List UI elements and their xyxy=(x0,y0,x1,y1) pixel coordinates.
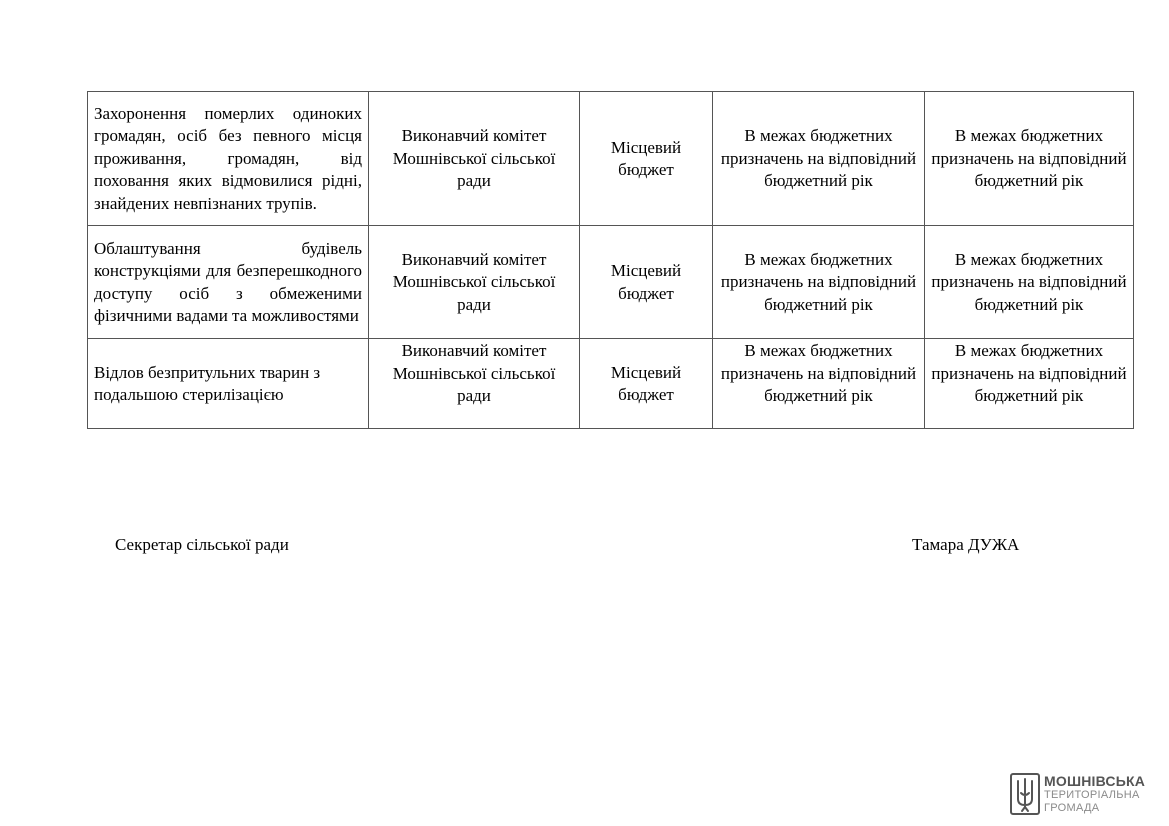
measure-description: Захоронення померлих одиноких громадян, осіб без певного місця проживання, громадян, від поховання яких відмовилися рідні, знайдених невпізнаних трупів. xyxy=(88,92,369,226)
executor-cell: Виконавчий комітет Мошнівської сільської ради xyxy=(369,226,580,339)
funding-source-cell: Місцевий бюджет xyxy=(580,92,713,226)
funding-source-cell: Місцевий бюджет xyxy=(580,226,713,339)
measure-description: Відлов безпритульних тварин з подальшою стерилізацією xyxy=(88,339,369,429)
funding-amount-cell: В межах бюджетних призначень на відповідний бюджетний рік xyxy=(925,339,1134,429)
funding-amount-cell: В межах бюджетних призначень на відповідний бюджетний рік xyxy=(713,339,925,429)
signature-title: Секретар сільської ради xyxy=(115,535,289,554)
table-row xyxy=(88,92,1134,226)
measures-table xyxy=(87,91,1134,429)
logo-title: МОШНІВСЬКА xyxy=(1044,773,1146,789)
measure-description: Облаштування будівель конструкціями для безперешкодного доступу осіб з обмеженими фізичними вадами та можливостями xyxy=(88,226,369,339)
signature-name: Тамара ДУЖА xyxy=(912,535,1020,554)
community-logo xyxy=(1008,773,1153,817)
funding-amount-cell: В межах бюджетних призначень на відповідний бюджетний рік xyxy=(925,92,1134,226)
funding-amount-cell: В межах бюджетних призначень на відповідний бюджетний рік xyxy=(713,226,925,339)
logo-subtitle: ТЕРИТОРІАЛЬНА xyxy=(1044,789,1140,801)
executor-cell: Виконавчий комітет Мошнівської сільської ради xyxy=(369,339,580,429)
table-row xyxy=(88,226,1134,339)
table-row xyxy=(88,339,1134,429)
executor-cell: Виконавчий комітет Мошнівської сільської ради xyxy=(369,92,580,226)
logo-subtitle: ГРОМАДА xyxy=(1044,802,1100,814)
funding-amount-cell: В межах бюджетних призначень на відповідний бюджетний рік xyxy=(925,226,1134,339)
trident-icon xyxy=(1010,773,1040,815)
funding-source-cell: Місцевий бюджет xyxy=(580,339,713,429)
funding-amount-cell: В межах бюджетних призначень на відповідний бюджетний рік xyxy=(713,92,925,226)
